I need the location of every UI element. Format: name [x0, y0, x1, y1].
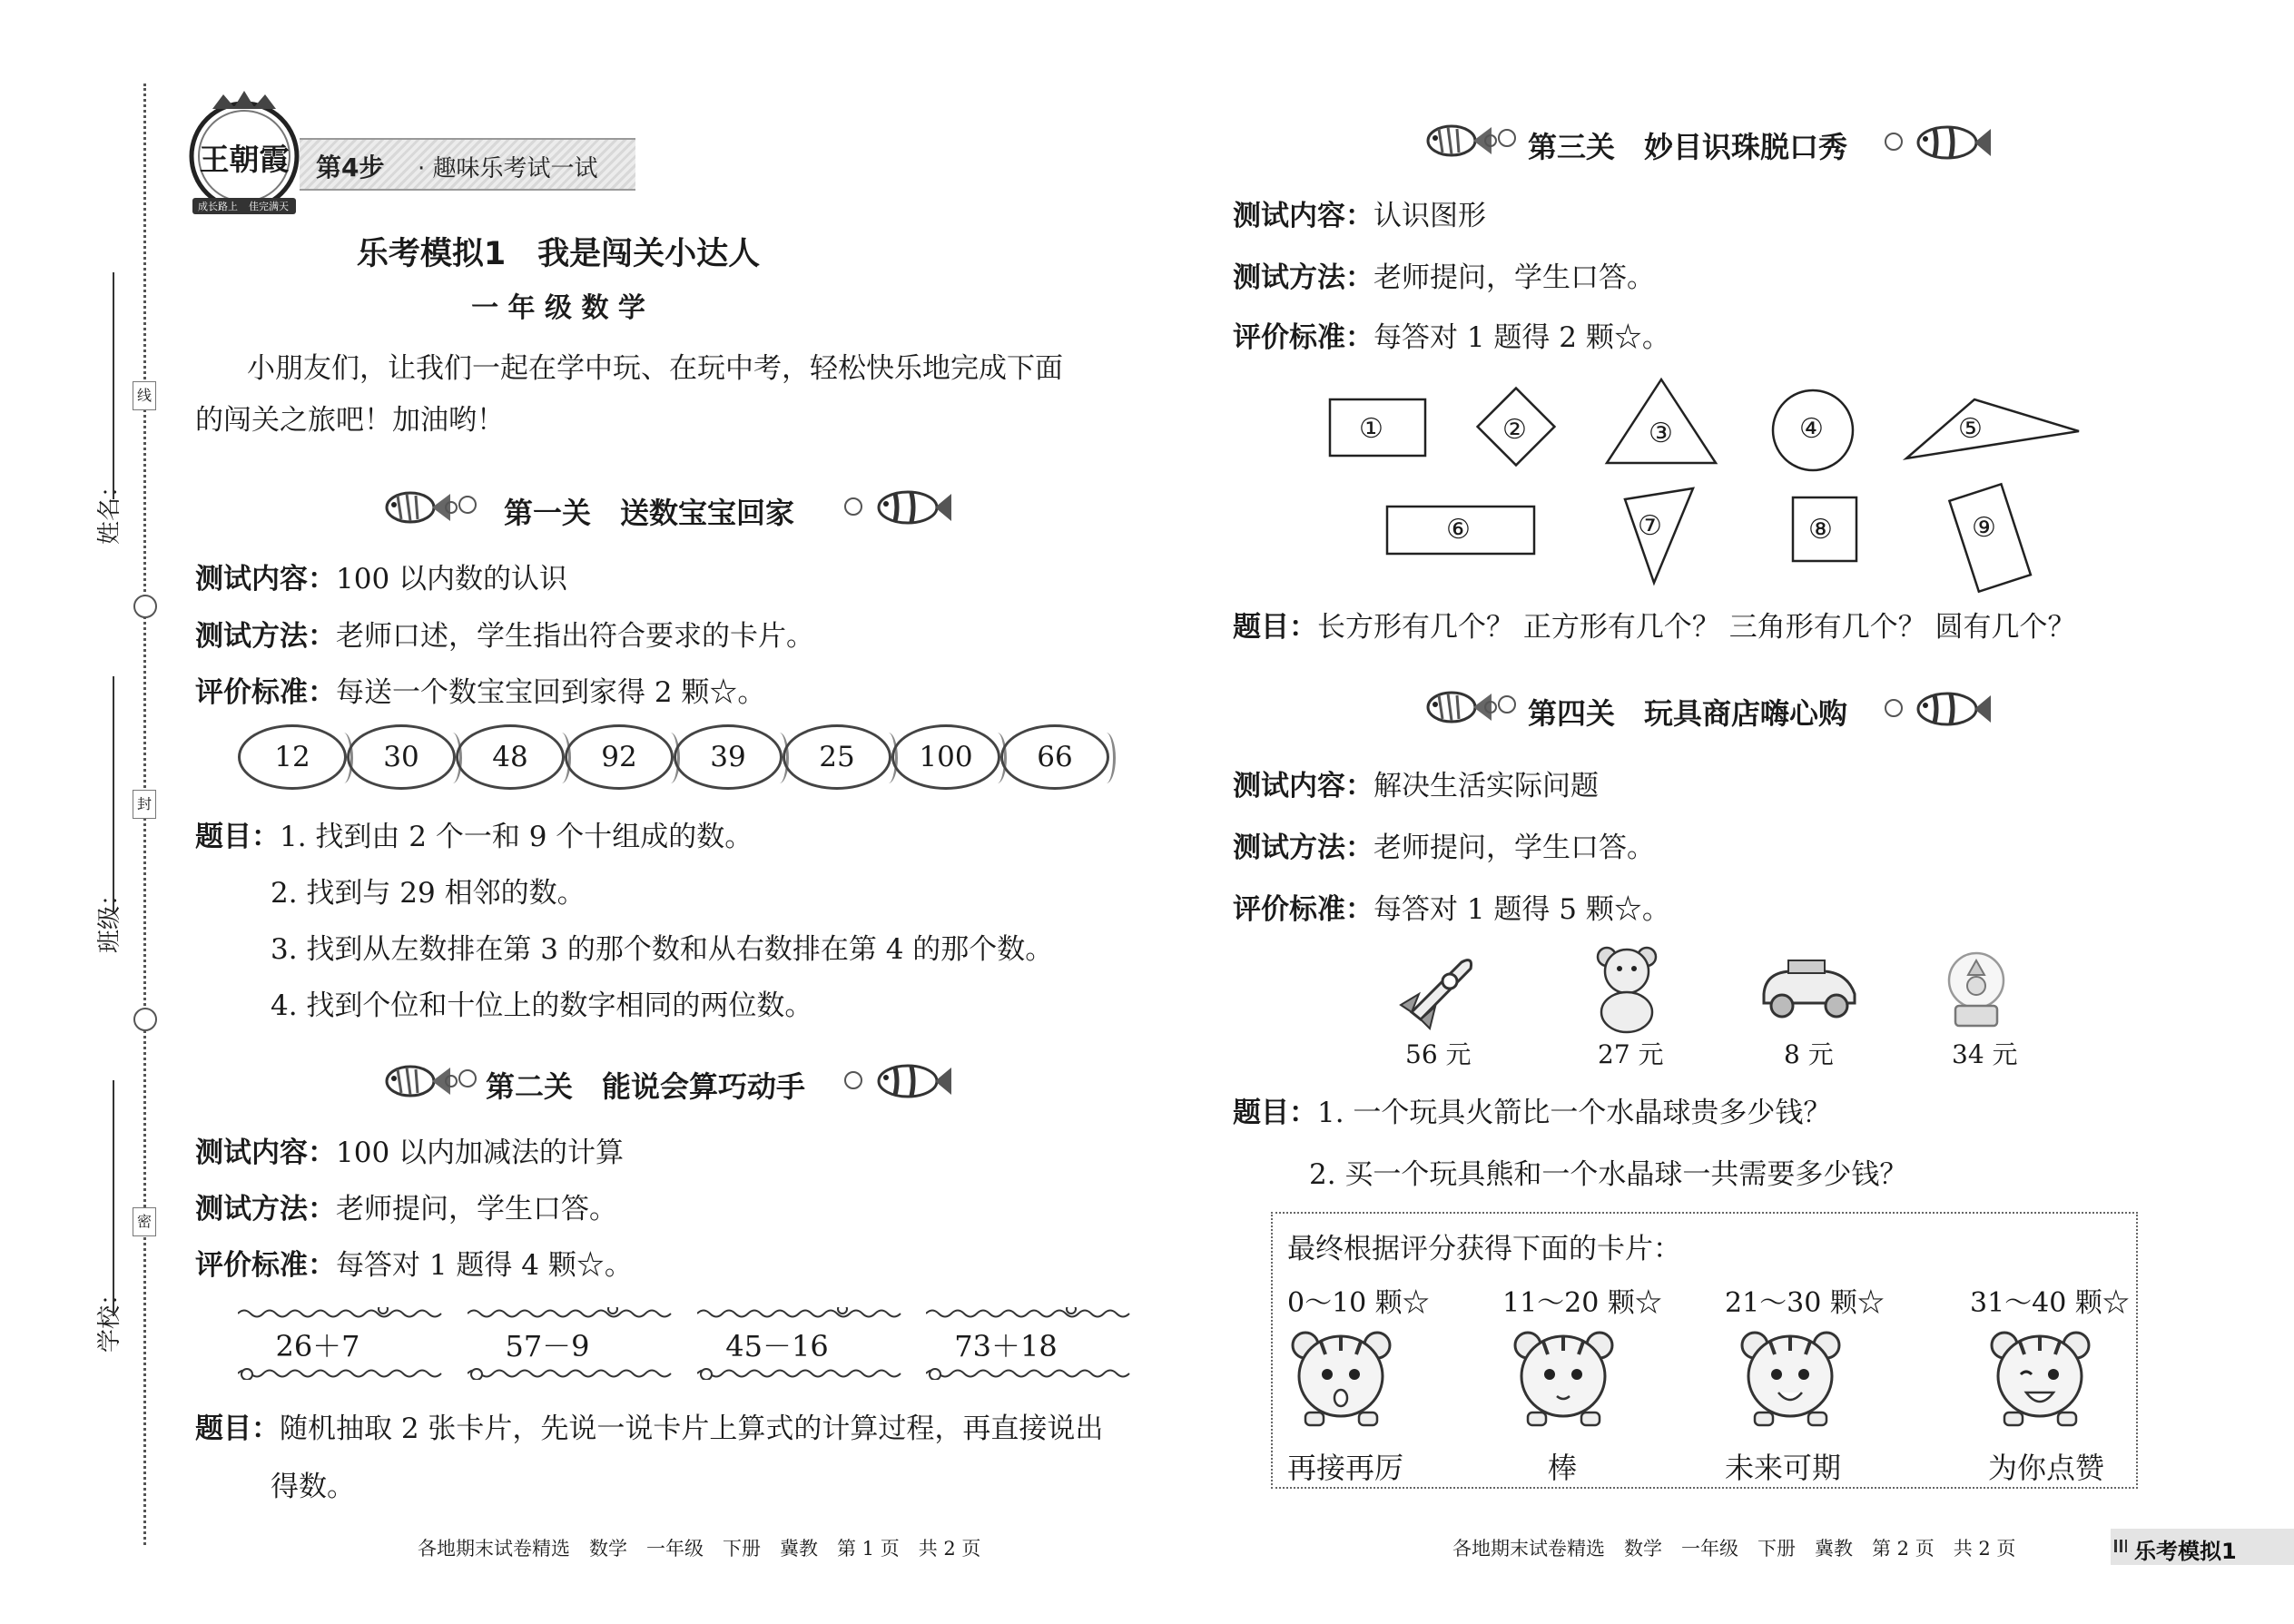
tiger-face-icon — [1738, 1325, 1843, 1427]
stage-1-content: 测试内容：100 以内数的认识 — [195, 563, 568, 595]
bubble-icon — [1885, 133, 1903, 151]
card-wave-bottom — [238, 1367, 447, 1380]
clownfish-icon — [871, 485, 953, 534]
reward-word-1: 再接再厉 — [1287, 1451, 1404, 1485]
card-wave-top — [238, 1307, 447, 1320]
grid-icon — [2114, 1540, 2127, 1552]
stage-2-standard: 评价标准：每答对 1 题得 4 颗☆。 — [195, 1249, 633, 1282]
seal-mark-3: 密 — [133, 1207, 156, 1236]
stage-1-question-3: 3. 找到从左数排在第 3 的那个数和从右数排在第 4 的那个数。 — [271, 933, 1054, 966]
number-card-100[interactable]: 100 — [891, 724, 1000, 790]
fish-icon — [1421, 118, 1493, 167]
bubble-icon — [458, 496, 477, 514]
scissors-icon — [133, 1008, 157, 1031]
stage-4-question-2: 2. 买一个玩具熊和一个水晶球一共需要多少钱？ — [1309, 1158, 1908, 1191]
footer-left: 各地期末试卷精选 数学 一年级 下册 冀教 第 1 页 共 2 页 — [418, 1538, 981, 1560]
scissors-icon — [133, 595, 157, 618]
shape-label-3: ③ — [1649, 418, 1673, 449]
brand-logo — [182, 91, 307, 216]
stage-1-question-4: 4. 找到个位和十位上的数字相同的两位数。 — [271, 989, 813, 1022]
step-number: 第4步 — [316, 153, 385, 182]
bubble-icon — [445, 501, 458, 514]
intro-line-1: 小朋友们，让我们一起在学中玩、在玩中考，轻松快乐地完成下面 — [247, 352, 1063, 385]
bubble-icon — [844, 497, 862, 516]
intro-line-2: 的闯关之旅吧！加油哟！ — [195, 404, 505, 437]
school-blank — [113, 1080, 114, 1316]
step-banner — [300, 138, 635, 191]
stage-1-title: 第一关 送数宝宝回家 — [504, 496, 795, 530]
stage-1-method: 测试方法：老师口述，学生指出符合要求的卡片。 — [195, 620, 814, 653]
teddy-bear-icon — [1590, 944, 1663, 1035]
stage-3-title: 第三关 妙目识珠脱口秀 — [1528, 130, 1848, 164]
stage-3-standard: 评价标准：每答对 1 题得 2 颗☆。 — [1233, 321, 1670, 354]
clownfish-icon — [871, 1058, 953, 1107]
clownfish-icon — [1911, 120, 1993, 169]
reward-word-2: 棒 — [1548, 1451, 1578, 1485]
stage-1-standard: 评价标准：每送一个数宝宝回到家得 2 颗☆。 — [195, 676, 766, 709]
footer-right: 各地期末试卷精选 数学 一年级 下册 冀教 第 2 页 共 2 页 — [1452, 1538, 2016, 1560]
footer-tab — [2111, 1529, 2294, 1565]
toy-price-toy-car: 8 元 — [1784, 1039, 1834, 1069]
reward-word-3: 未来可期 — [1725, 1451, 1842, 1485]
card-wave-top — [926, 1307, 1135, 1320]
bubble-icon — [1484, 134, 1497, 147]
stage-3-question: 题目：长方形有几个？ 正方形有几个？ 三角形有几个？ 圆有几个？ — [1233, 611, 2076, 644]
toy-car-icon — [1757, 953, 1861, 1021]
card-wave-top — [468, 1307, 676, 1320]
formula-card-1[interactable]: 26＋7 — [275, 1329, 360, 1363]
number-card-39[interactable]: 39 — [674, 724, 783, 790]
clownfish-icon — [1911, 686, 1993, 735]
reward-word-4: 为你点赞 — [1988, 1451, 2105, 1485]
reward-range-1: 0～10 颗☆ — [1287, 1287, 1430, 1319]
crystal-ball-icon — [1943, 944, 2011, 1035]
stage-2-title: 第二关 能说会算巧动手 — [486, 1069, 806, 1104]
stage-4-question-1: 题目：1. 一个玩具火箭比一个水晶球贵多少钱？ — [1233, 1097, 1832, 1129]
reward-range-4: 31～40 颗☆ — [1970, 1287, 2130, 1319]
stage-2-method: 测试方法：老师提问，学生口答。 — [195, 1193, 617, 1225]
stage-1-question-1: 题目：1. 找到由 2 个一和 9 个十组成的数。 — [195, 821, 753, 853]
page-title: 乐考模拟1 我是闯关小达人 — [356, 236, 761, 272]
stage-3-method: 测试方法：老师提问，学生口答。 — [1233, 261, 1655, 294]
shape-label-1: ① — [1359, 413, 1383, 445]
shape-label-8: ⑧ — [1808, 514, 1833, 546]
tiger-face-icon — [1511, 1325, 1616, 1427]
bubble-icon — [458, 1069, 477, 1088]
fish-icon — [1421, 684, 1493, 733]
stage-2-question-line-1: 题目：随机抽取 2 张卡片，先说一说卡片上算式的计算过程，再直接说出 — [195, 1412, 1104, 1445]
footer-tab-label: 乐考模拟1 — [2134, 1539, 2237, 1564]
card-wave-bottom — [926, 1367, 1135, 1380]
logo-sub-right: 佳完满天 — [249, 201, 289, 212]
step-text: · 趣味乐考试一试 — [418, 155, 598, 182]
stage-3-content: 测试内容：认识图形 — [1233, 200, 1486, 232]
shape-label-5: ⑤ — [1958, 413, 1983, 445]
stage-1-question-2: 2. 找到与 29 相邻的数。 — [271, 877, 586, 910]
formula-card-3[interactable]: 45－16 — [725, 1329, 829, 1363]
reward-range-3: 21～30 颗☆ — [1725, 1287, 1885, 1319]
stage-2-question-line-2: 得数。 — [271, 1471, 355, 1503]
number-card-92[interactable]: 92 — [565, 724, 674, 790]
class-label: 班级： — [96, 881, 123, 953]
stage-4-title: 第四关 玩具商店嗨心购 — [1528, 696, 1848, 731]
reward-range-2: 11～20 颗☆ — [1502, 1287, 1662, 1319]
seal-mark-1: 线 — [133, 381, 156, 410]
rocket-icon — [1393, 949, 1484, 1030]
bubble-icon — [445, 1075, 458, 1088]
class-blank — [113, 676, 114, 912]
card-wave-top — [697, 1307, 906, 1320]
shape-label-4: ④ — [1799, 413, 1824, 445]
number-card-48[interactable]: 48 — [456, 724, 565, 790]
stage-2-content: 测试内容：100 以内加减法的计算 — [195, 1137, 625, 1169]
card-wave-bottom — [697, 1367, 906, 1380]
fish-icon — [379, 485, 452, 534]
stage-4-method: 测试方法：老师提问，学生口答。 — [1233, 832, 1655, 864]
school-label: 学校： — [96, 1281, 123, 1353]
page-subtitle: 一 年 级 数 学 — [471, 292, 645, 324]
number-card-30[interactable]: 30 — [347, 724, 456, 790]
tiger-face-icon — [1988, 1325, 2092, 1427]
toy-price-teddy-bear: 27 元 — [1598, 1039, 1664, 1069]
seal-mark-2: 封 — [133, 790, 156, 819]
number-card-25[interactable]: 25 — [783, 724, 891, 790]
shape-figure — [1316, 372, 2097, 599]
name-blank — [113, 272, 114, 499]
bubble-icon — [1498, 129, 1516, 147]
toy-price-rocket: 56 元 — [1405, 1039, 1472, 1069]
number-card-66[interactable]: 66 — [1000, 724, 1109, 790]
stage-4-content: 测试内容：解决生活实际问题 — [1233, 770, 1599, 802]
shape-label-2: ② — [1502, 414, 1527, 446]
shape-label-7: ⑦ — [1638, 510, 1662, 542]
bubble-icon — [1885, 699, 1903, 717]
toy-price-crystal-ball: 34 元 — [1952, 1039, 2018, 1069]
logo-text: 王朝霞 — [199, 142, 290, 177]
bubble-icon — [1484, 701, 1497, 714]
shape-label-6: ⑥ — [1446, 514, 1471, 546]
tiger-face-icon — [1289, 1325, 1393, 1427]
shape-triangle-5 — [1906, 399, 2079, 458]
shape-label-9: ⑨ — [1972, 512, 1996, 544]
fish-icon — [379, 1058, 452, 1107]
formula-card-4[interactable]: 73＋18 — [954, 1329, 1058, 1363]
rewards-heading: 最终根据评分获得下面的卡片： — [1287, 1233, 1681, 1265]
number-card-12[interactable]: 12 — [238, 724, 347, 790]
bubble-icon — [844, 1071, 862, 1089]
card-wave-bottom — [468, 1367, 676, 1380]
name-label: 姓名： — [96, 473, 123, 545]
stage-4-standard: 评价标准：每答对 1 题得 5 颗☆。 — [1233, 893, 1670, 926]
formula-card-2[interactable]: 57－9 — [505, 1329, 590, 1363]
bubble-icon — [1498, 695, 1516, 714]
logo-sub-left: 成长路上 — [198, 201, 238, 212]
